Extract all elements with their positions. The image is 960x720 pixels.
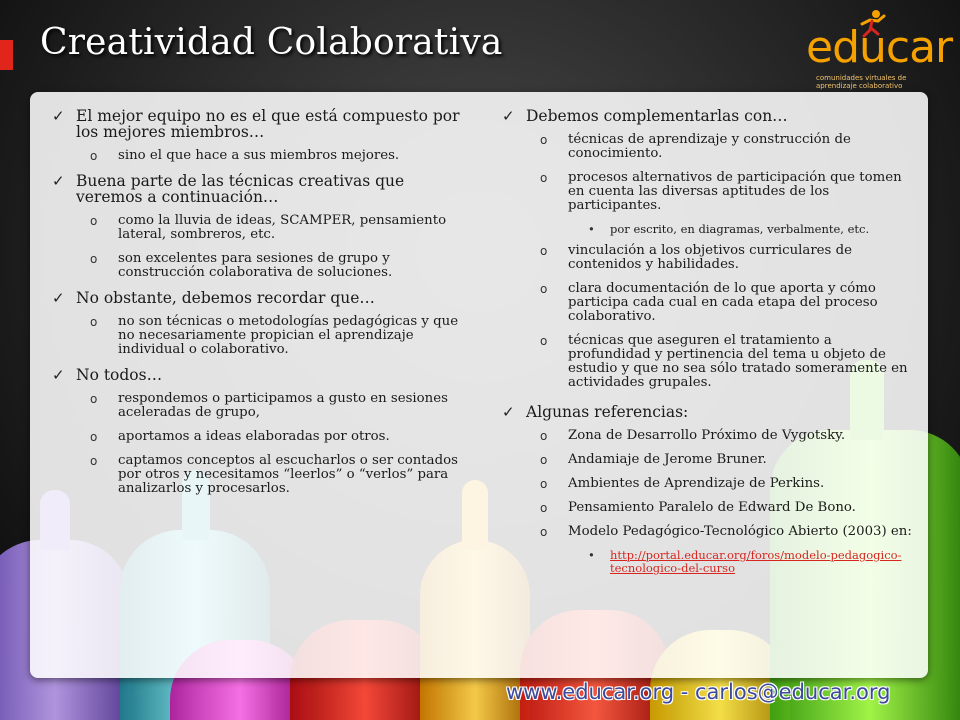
bullet-item: [502, 108, 918, 124]
sub-bullet-text: Modelo Pedagógico-Tecnológico Abierto (2003) en:: [568, 524, 912, 539]
sub-bullet-text: son excelentes para sesiones de grupo y construcción colaborativa de soluciones.: [118, 251, 393, 280]
check-icon: ✓: [52, 172, 65, 190]
sub-bullet-item: [502, 477, 918, 491]
sub-bullet-item: [52, 149, 472, 163]
sub-bullet-text: Zona de Desarrollo Próximo de Vygotsky.: [568, 428, 846, 443]
bullet-text: No todos…: [76, 366, 163, 384]
reference-link[interactable]: http://portal.educar.org/foros/modelo-pedagogico-tecnologico-del-curso: [610, 548, 902, 575]
circle-bullet-icon: o: [90, 315, 98, 329]
circle-bullet-icon: o: [540, 244, 548, 258]
educar-logo: [806, 8, 953, 90]
circle-bullet-icon: o: [90, 149, 98, 163]
check-icon: ✓: [52, 289, 65, 307]
logo-wordmark: educar: [806, 22, 953, 73]
circle-bullet-icon: o: [540, 429, 548, 443]
logo-subtitle: comunidades virtuales de aprendizaje colaborativo: [816, 74, 907, 90]
sub-bullet-item: [502, 282, 918, 324]
sub-bullet-text: aportamos a ideas elaboradas por otros.: [118, 429, 390, 444]
circle-bullet-icon: o: [90, 392, 98, 406]
sub-bullet-item: [52, 430, 472, 444]
sub-bullet-item: [52, 454, 472, 496]
slide-title: Creatividad Colaborativa: [40, 22, 503, 63]
check-icon: ✓: [52, 366, 65, 384]
circle-bullet-icon: o: [540, 282, 548, 296]
bullet-text: Algunas referencias:: [526, 403, 689, 421]
circle-bullet-icon: o: [90, 214, 98, 228]
circle-bullet-icon: o: [540, 171, 548, 185]
sub-bullet-text: vinculación a los objetivos curriculares de contenidos y habilidades.: [568, 243, 852, 272]
sub-bullet-item: [52, 392, 472, 420]
sub-bullet-item: [502, 501, 918, 515]
bullet-text: El mejor equipo no es el que está compuesto por los mejores miembros…: [76, 107, 460, 141]
sub-sub-bullet-item: [502, 223, 918, 236]
circle-bullet-icon: o: [540, 133, 548, 147]
sub-bullet-text: Pensamiento Paralelo de Edward De Bono.: [568, 500, 856, 515]
sub-bullet-item: [502, 171, 918, 213]
sub-bullet-item: [502, 244, 918, 272]
circle-bullet-icon: o: [90, 252, 98, 266]
sub-bullet-item: [502, 525, 918, 539]
sub-bullet-text: respondemos o participamos a gusto en sesiones aceleradas de grupo,: [118, 391, 448, 420]
circle-bullet-icon: o: [540, 453, 548, 467]
check-icon: ✓: [502, 403, 515, 421]
right-column: [502, 108, 918, 583]
bullet-text: Buena parte de las técnicas creativas que veremos a continuación…: [76, 172, 405, 206]
sub-bullet-text: como la lluvia de ideas, SCAMPER, pensamiento lateral, sombreros, etc.: [118, 213, 447, 242]
sub-bullet-text: técnicas que aseguren el tratamiento a profundidad y pertinencia del tema u objeto de estudio y que no sea sólo tratado someramente en actividades grupales.: [568, 333, 908, 390]
sub-bullet-text: no son técnicas o metodologías pedagógicas y que no necesariamente propician el aprendizaje individual o colaborativo.: [118, 314, 459, 357]
bullet-item: [52, 290, 472, 306]
sub-bullet-text: técnicas de aprendizaje y construcción de conocimiento.: [568, 132, 851, 161]
bullet-text: No obstante, debemos recordar que…: [76, 289, 375, 307]
circle-bullet-icon: o: [540, 525, 548, 539]
sub-bullet-item: [502, 133, 918, 161]
sub-bullet-item: [502, 334, 918, 390]
sub-sub-bullet-text: por escrito, en diagramas, verbalmente, etc.: [610, 222, 870, 236]
circle-bullet-icon: o: [540, 334, 548, 348]
check-icon: ✓: [502, 107, 515, 125]
sub-bullet-item: [502, 453, 918, 467]
circle-bullet-icon: o: [540, 477, 548, 491]
sub-bullet-item: [52, 214, 472, 242]
circle-bullet-icon: o: [90, 454, 98, 468]
sub-bullet-text: Ambientes de Aprendizaje de Perkins.: [568, 476, 825, 491]
bullet-item: [52, 108, 472, 140]
dot-bullet-icon: •: [588, 222, 595, 236]
dot-bullet-icon: •: [588, 548, 595, 562]
title-accent-bar: [0, 40, 13, 70]
bullet-item: [502, 404, 918, 420]
bullet-text: Debemos complementarlas con…: [526, 107, 788, 125]
sub-bullet-item: [52, 315, 472, 357]
bullet-item: [52, 367, 472, 383]
check-icon: ✓: [52, 107, 65, 125]
sub-bullet-item: [52, 252, 472, 280]
sub-bullet-text: Andamiaje de Jerome Bruner.: [568, 452, 767, 467]
circle-bullet-icon: o: [90, 430, 98, 444]
sub-bullet-item: [502, 429, 918, 443]
circle-bullet-icon: o: [540, 501, 548, 515]
footer-contact: www.educar.org - carlos@educar.org: [506, 680, 891, 704]
sub-bullet-text: captamos conceptos al escucharlos o ser contados por otros y necesitamos “leerlos” o “verlos” para analizarlos y procesarlos.: [118, 453, 458, 496]
left-column: [52, 108, 472, 506]
sub-sub-bullet-item: [502, 549, 918, 575]
sub-bullet-text: procesos alternativos de participación que tomen en cuenta las diversas aptitudes de los participantes.: [568, 170, 902, 213]
sub-bullet-text: clara documentación de lo que aporta y cómo participa cada cual en cada etapa del proceso colaborativo.: [568, 281, 878, 324]
sub-bullet-text: sino el que hace a sus miembros mejores.: [118, 148, 400, 163]
bullet-item: [52, 173, 472, 205]
